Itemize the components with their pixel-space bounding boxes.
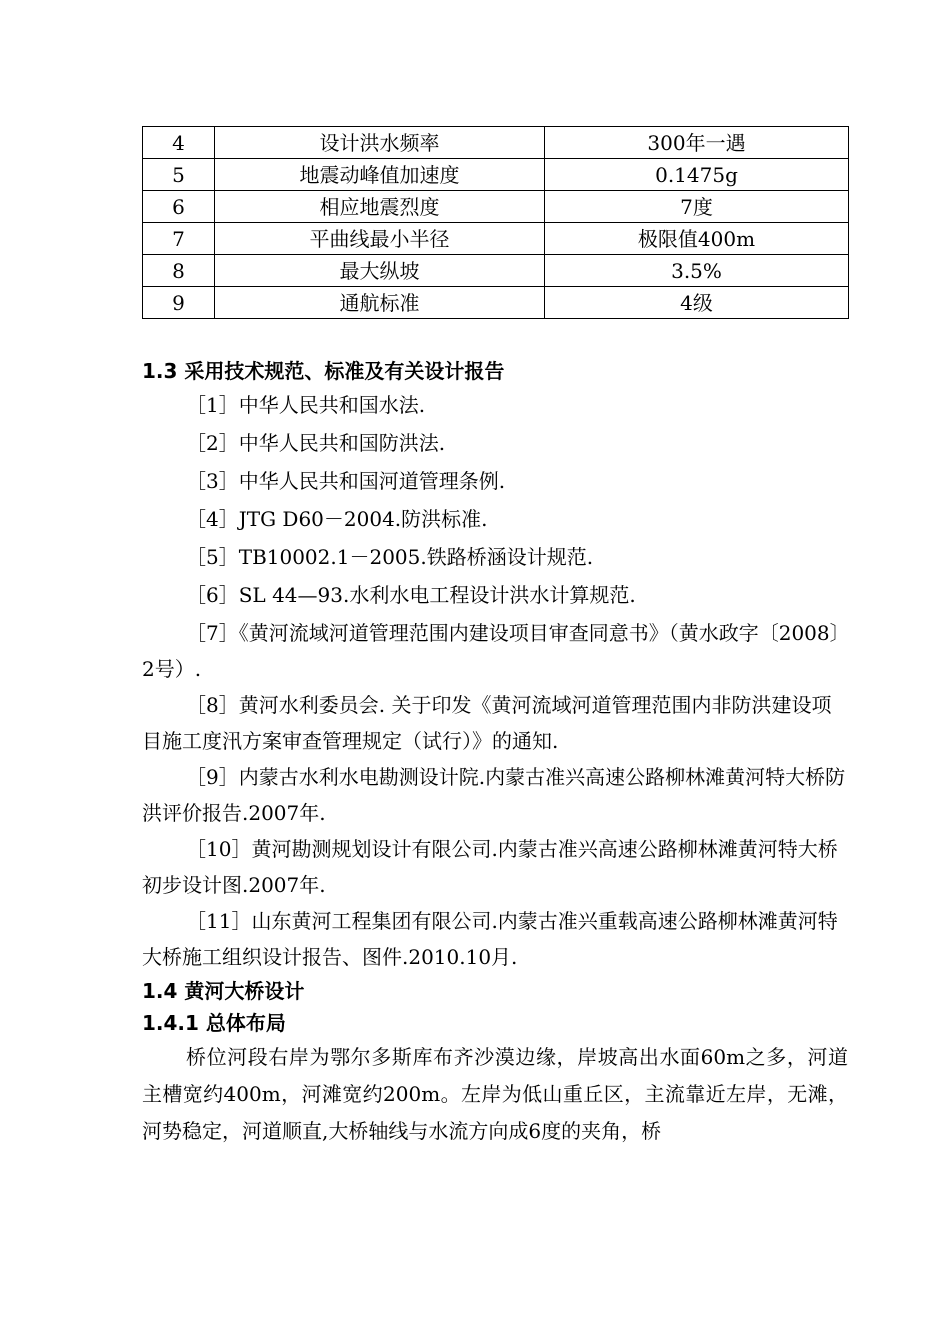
reference-item: ［11］山东黄河工程集团有限公司.内蒙古准兴重载高速公路柳林滩黄河特大桥施工组织设计报告、图件.2010.10月. xyxy=(142,909,838,969)
row-item: 最大纵坡 xyxy=(215,255,545,287)
row-number: 4 xyxy=(143,127,215,159)
reference-item: ［5］TB10002.1－2005.铁路桥涵设计规范. xyxy=(186,545,594,569)
spec-table xyxy=(142,126,849,319)
body-paragraph: 桥位河段右岸为鄂尔多斯库布齐沙漠边缘，岸坡高出水面60m之多，河道主槽宽约400m，河滩宽约200m。左岸为低山重丘区，主流靠近左岸，无滩，河势稳定，河道顺直,大桥轴线与水流方向成6度的夹角，桥 xyxy=(142,1045,848,1143)
reference-item: ［6］SL 44—93.水利水电工程设计洪水计算规范. xyxy=(186,583,636,607)
table-row xyxy=(143,127,849,159)
row-item: 通航标准 xyxy=(215,287,545,319)
row-number: 6 xyxy=(143,191,215,223)
table-row xyxy=(143,255,849,287)
table-row xyxy=(143,159,849,191)
section-heading-1-4-1: 1.4.1 总体布局 xyxy=(142,1011,286,1035)
reference-item: ［1］中华人民共和国水法. xyxy=(186,393,426,417)
reference-item: ［7］《黄河流域河道管理范围内建设项目审查同意书》（黄水政字〔2008〕2号）. xyxy=(142,621,840,681)
section-heading-1-4: 1.4 黄河大桥设计 xyxy=(142,979,305,1003)
row-number: 5 xyxy=(143,159,215,191)
row-value: 4级 xyxy=(545,287,849,319)
table-row xyxy=(143,191,849,223)
reference-item: ［9］内蒙古水利水电勘测设计院.内蒙古准兴高速公路柳林滩黄河特大桥防洪评价报告.2007年. xyxy=(142,765,846,825)
row-number: 8 xyxy=(143,255,215,287)
row-value: 3.5% xyxy=(545,255,849,287)
row-value: 极限值400m xyxy=(545,223,849,255)
document-page xyxy=(142,126,848,1150)
row-item: 设计洪水频率 xyxy=(215,127,545,159)
row-value: 7度 xyxy=(545,191,849,223)
row-item: 相应地震烈度 xyxy=(215,191,545,223)
table-row xyxy=(143,223,849,255)
section-heading-1-3: 1.3 采用技术规范、标准及有关设计报告 xyxy=(142,359,505,383)
row-value: 300年一遇 xyxy=(545,127,849,159)
reference-item: ［8］黄河水利委员会. 关于印发《黄河流域河道管理范围内非防洪建设项目施工度汛方案审查管理规定（试行）》的通知. xyxy=(142,693,832,753)
reference-list xyxy=(142,387,848,975)
row-number: 7 xyxy=(143,223,215,255)
table-row xyxy=(143,287,849,319)
reference-item: ［4］JTG D60－2004.防洪标准. xyxy=(186,507,488,531)
reference-item: ［10］黄河勘测规划设计有限公司.内蒙古准兴高速公路柳林滩黄河特大桥初步设计图.2007年. xyxy=(142,837,838,897)
reference-item: ［2］中华人民共和国防洪法. xyxy=(186,431,446,455)
row-value: 0.1475g xyxy=(545,159,849,191)
reference-item: ［3］中华人民共和国河道管理条例. xyxy=(186,469,506,493)
row-item: 地震动峰值加速度 xyxy=(215,159,545,191)
row-number: 9 xyxy=(143,287,215,319)
row-item: 平曲线最小半径 xyxy=(215,223,545,255)
